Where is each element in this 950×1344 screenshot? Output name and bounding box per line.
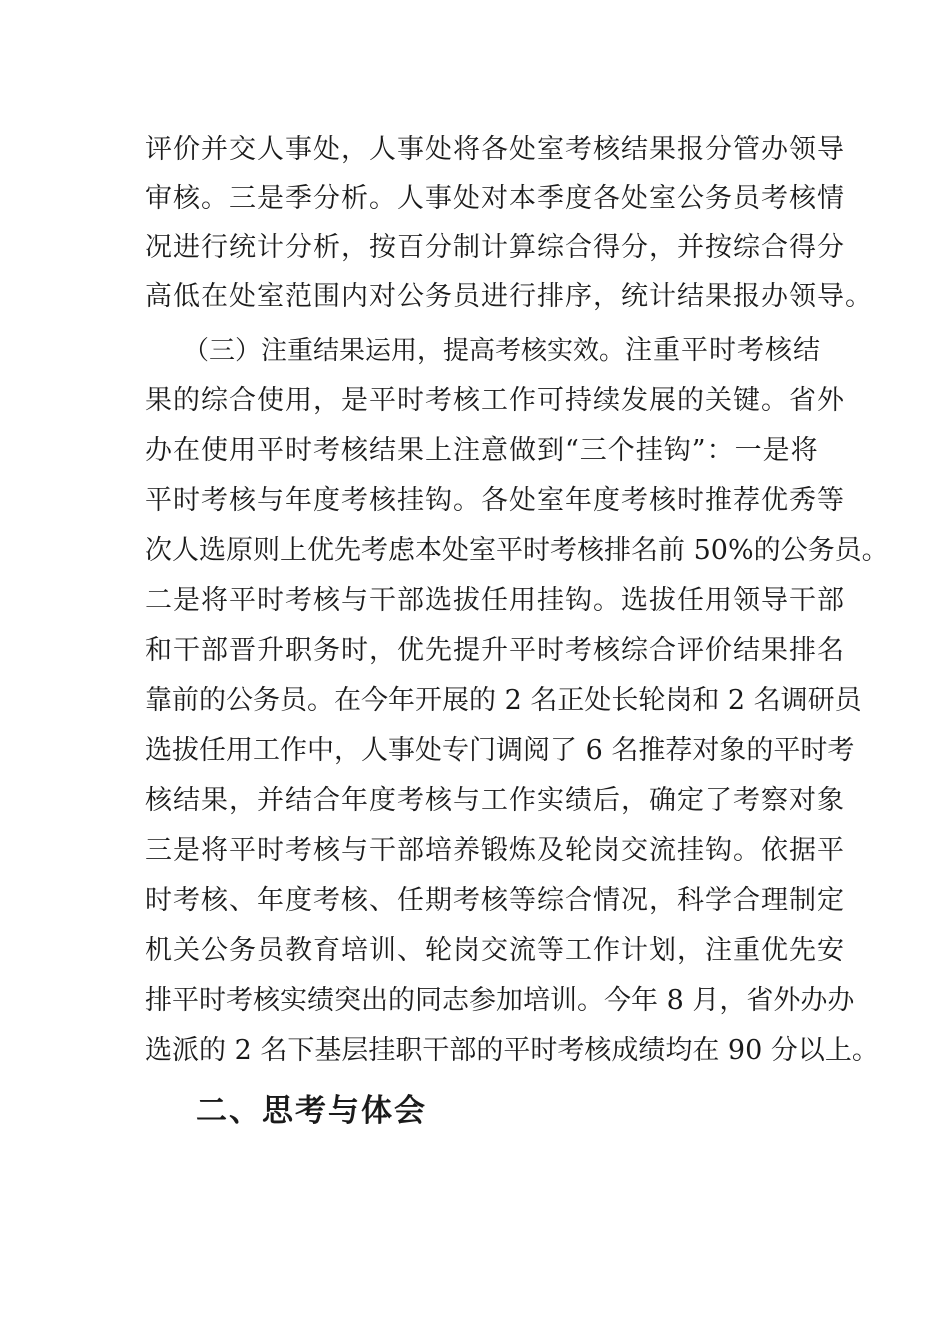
text-line: 核结果，并结合年度考核与工作实绩后，确定了考察对象 <box>145 785 845 816</box>
text-line: 高低在处室范围内对公务员进行排序，统计结果报办领导。 <box>145 281 873 312</box>
text-line: 二是将平时考核与干部选拔任用挂钩。选拔任用领导干部 <box>145 585 845 616</box>
subsection-lead: （三）注重结果运用，提高考核实效。 <box>183 336 626 366</box>
text-line: 果的综合使用，是平时考核工作可持续发展的关键。省外 <box>145 385 845 416</box>
text-line: 和干部晋升职务时，优先提升平时考核综合评价结果排名 <box>145 635 845 666</box>
text-line: 次人选原则上优先考虑本处室平时考核排名前 50%的公务员。 <box>145 535 889 566</box>
text-line: 况进行统计分析，按百分制计算综合得分，并按综合得分 <box>145 232 845 263</box>
text-line: 机关公务员教育培训、轮岗交流等工作计划，注重优先安 <box>145 935 845 966</box>
text-line: 选派的 2 名下基层挂职干部的平时考核成绩均在 90 分以上。 <box>145 1035 879 1066</box>
text-line: 靠前的公务员。在今年开展的 2 名正处长轮岗和 2 名调研员 <box>145 685 862 716</box>
text-line: 选拔任用工作中，人事处专门调阅了 6 名推荐对象的平时考 <box>145 735 855 766</box>
text-line: 排平时考核实绩突出的同志参加培训。今年 8 月，省外办办 <box>145 985 855 1016</box>
text-line: 评价并交人事处，人事处将各处室考核结果报分管办领导 <box>145 134 845 165</box>
text-line: 三是将平时考核与干部培养锻炼及轮岗交流挂钩。依据平 <box>145 835 845 866</box>
subsection-first-line <box>183 333 821 369</box>
subsection-lead-rest: 注重平时考核结 <box>625 335 822 366</box>
text-line: 时考核、年度考核、任期考核等综合情况，科学合理制定 <box>145 885 845 916</box>
text-line: 平时考核与年度考核挂钩。各处室年度考核时推荐优秀等 <box>145 485 845 516</box>
section-heading: 二、思考与体会 <box>196 1093 427 1129</box>
text-line: 审核。三是季分析。人事处对本季度各处室公务员考核情 <box>145 183 845 214</box>
text-line: 办在使用平时考核结果上注意做到“三个挂钩”：一是将 <box>145 435 819 466</box>
